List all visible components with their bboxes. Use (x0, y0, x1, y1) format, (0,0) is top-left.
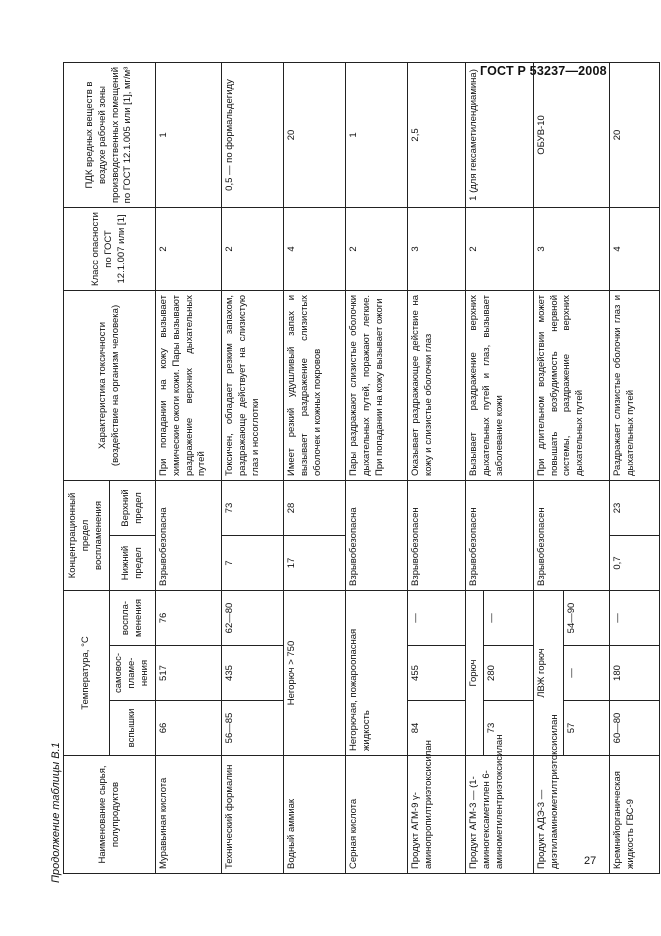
table-row (222, 62, 284, 873)
table-row (346, 62, 408, 873)
cell-mac: ОБУВ-10 (533, 62, 609, 207)
cell-toxicity: При длительном воздействии может повышать возбудимость нервной системы, раздражение верхних дыхательных путей (533, 290, 609, 480)
cell-autoignition: 180 (609, 646, 659, 701)
cell-lower-limit: 7 (222, 536, 284, 591)
row-name: Продукт АДЭ-3 — диэтиламинометилтриэтоксисилан (533, 756, 609, 874)
cell-toxicity: Раздражает слизистые оболочки глаз и дыхательных путей (609, 290, 659, 480)
row-name: Водный аммиак (284, 756, 346, 874)
cell-ignition-limits: Взрывобезопасен (466, 480, 534, 590)
cell-toxicity: Вызывает раздражение верхних дыхательных путей и глаз, вызывает заболевание кожи (466, 290, 534, 480)
cell-ignition-limits: Взрывобезопасен (408, 480, 466, 590)
header-flash: вспышки (110, 701, 156, 756)
header-name: Наименование сырья, полупродуктов (64, 756, 156, 874)
page-number: 27 (584, 855, 597, 867)
header-lower-limit: Нижний предел (110, 536, 156, 591)
header-toxicity: Характеристика токсичности (воздействие на организм человека) (64, 290, 156, 480)
cell-flash: 60—80 (609, 701, 659, 756)
cell-mac: 20 (609, 62, 659, 207)
cell-ignition: — (483, 591, 533, 646)
cell-mac: 1 (для гексаметилендиамина) (466, 62, 534, 207)
cell-mac: 0,5 — по формальдегиду (222, 62, 284, 207)
substances-table (63, 62, 660, 874)
table-row (284, 62, 346, 873)
cell-toxicity: Имеет резкий удушливый запах и вызывает раздражение слизистых оболочек и кожных покровов (284, 290, 346, 480)
cell-ignition: 54—90 (563, 591, 609, 646)
row-name: Серная кислота (346, 756, 408, 874)
row-name: Продукт АГМ-3 — (1-аминогексаметилен 6-аминометилентриэтоксисилан (466, 756, 534, 874)
cell-toxicity: Токсичен, обладает резким запахом, раздражающе действует на слизистую глаз и носоглотки (222, 290, 284, 480)
cell-flash: 73 (483, 701, 533, 756)
cell-ignition-limits: Взрывобезопасна (346, 480, 408, 590)
row-name: Продукт АГМ-9 γ-аминопропилтриэтоксисилан (408, 756, 466, 874)
cell-hazard-class: 4 (609, 207, 659, 290)
cell-toxicity: Оказывает раздражающее действие на кожу и слизистые оболочки глаз (408, 290, 466, 480)
table-row (466, 62, 484, 873)
cell-upper-limit: 23 (609, 480, 659, 535)
cell-autoignition: — (563, 646, 609, 701)
cell-autoignition: 517 (156, 646, 222, 701)
cell-flash: 57 (563, 701, 609, 756)
cell-lower-limit: 17 (284, 536, 346, 591)
cell-autoignition: 455 (408, 646, 466, 701)
header-ignition-limit: Концентрационный предел воспламенения (64, 480, 110, 590)
standard-number: ГОСТ Р 53237—2008 (480, 64, 607, 78)
table-row (156, 62, 222, 873)
cell-upper-limit: 28 (284, 480, 346, 535)
table-header (64, 62, 156, 873)
header-upper-limit: Верхний предел (110, 480, 156, 535)
cell-flash: 66 (156, 701, 222, 756)
table-row (533, 62, 563, 873)
row-name: Муравьиная кислота (156, 756, 222, 874)
cell-hazard-class: 3 (408, 207, 466, 290)
cell-temperature: Негорюч > 750 (284, 591, 346, 756)
cell-mac: 20 (284, 62, 346, 207)
table-row (609, 62, 659, 873)
cell-temperature: ЛВЖ горюч (533, 591, 563, 756)
cell-temperature: Горюч (466, 591, 484, 756)
cell-hazard-class: 3 (533, 207, 609, 290)
cell-ignition-limits: Взрывобезопасен (533, 480, 609, 590)
header-autoignition: самовос-пламе-нения (110, 646, 156, 701)
cell-ignition: 62—80 (222, 591, 284, 646)
cell-ignition-limits: Взрывобезопасна (156, 480, 222, 590)
cell-lower-limit: 0,7 (609, 536, 659, 591)
header-temperature: Температура, °С (64, 591, 110, 756)
cell-upper-limit: 73 (222, 480, 284, 535)
cell-hazard-class: 4 (284, 207, 346, 290)
cell-mac: 2,5 (408, 62, 466, 207)
table-continuation-caption: Продолжение таблицы В.1 (50, 742, 62, 883)
cell-hazard-class: 2 (222, 207, 284, 290)
cell-mac: 1 (346, 62, 408, 207)
cell-temperature: Негорючая, пожароопасная жидкость (346, 591, 408, 756)
cell-flash: 84 (408, 701, 466, 756)
header-ignition: воспла-менения (110, 591, 156, 646)
cell-hazard-class: 2 (346, 207, 408, 290)
cell-ignition: 76 (156, 591, 222, 646)
cell-mac: 1 (156, 62, 222, 207)
row-name: Кремнийорганическая жидкость ГВС-9 (609, 756, 659, 874)
header-hazard-class: Класс опасности по ГОСТ 12.1.007 или [1] (64, 207, 156, 290)
cell-hazard-class: 2 (466, 207, 534, 290)
cell-toxicity: Пары раздражают слизистые оболочки дыхательных путей, поражают легкие. При попадании на кожу вызывает ожоги (346, 290, 408, 480)
cell-ignition: — (408, 591, 466, 646)
cell-hazard-class: 2 (156, 207, 222, 290)
cell-autoignition: 280 (483, 646, 533, 701)
cell-toxicity: При попадании на кожу вызывает химические ожоги кожи. Пары вызывают раздражение верхних дыхательных путей (156, 290, 222, 480)
cell-flash: 56—85 (222, 701, 284, 756)
header-mac: ПДК вредных веществ в воздухе рабочей зоны производственных помещений по ГОСТ 12.1.005 или [1], мг/м³ (64, 62, 156, 207)
cell-autoignition: 435 (222, 646, 284, 701)
cell-ignition: — (609, 591, 659, 646)
table-row (408, 62, 466, 873)
row-name: Технический формалин (222, 756, 284, 874)
